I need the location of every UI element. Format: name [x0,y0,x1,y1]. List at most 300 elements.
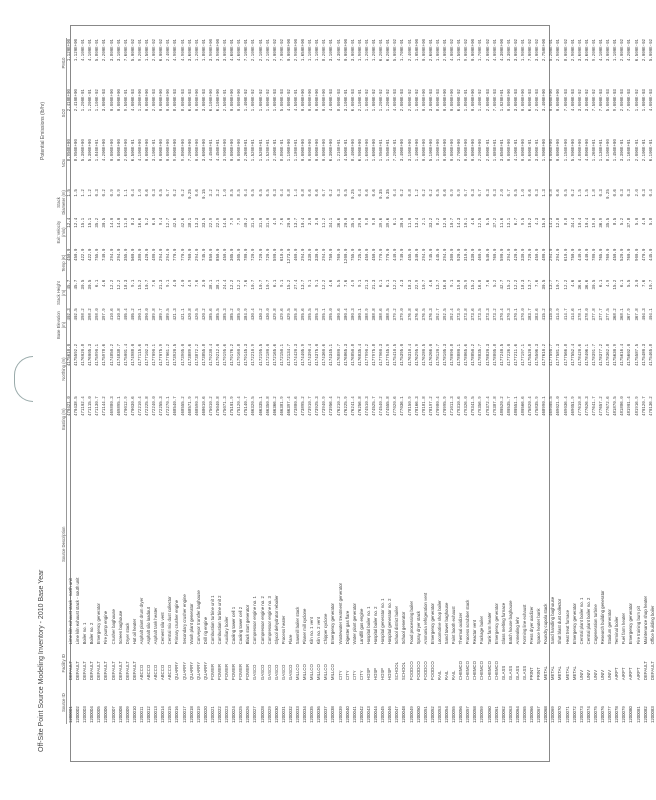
table-cell: 1.020E+01 [500,89,505,112]
table-cell: MILLCO [309,664,315,681]
table-cell: Spray dryer stack [415,610,421,645]
table-cell: SCHOOL [394,661,400,681]
table-cell: 479356.9 [479,396,484,416]
table-cell: Terminal boiler [614,616,620,645]
table-cell: 11.8 [124,217,129,228]
table-cell: 429.6 [280,308,285,321]
table-cell: 477672.6 [607,396,612,416]
table-cell: 468990.1 [543,396,548,416]
table-cell: 1200006 [103,706,109,723]
table-cell: 760.0 [607,248,612,261]
table-cell: 770.0 [380,248,385,261]
table-cell: 1200051 [422,706,428,723]
table-cell: 590.0 [500,248,505,261]
table-cell: 1200081 [635,706,641,723]
table-cell: 466335.1 [259,396,264,416]
table-cell: 11.6 [500,217,505,228]
table-cell: 294.0 [550,248,555,261]
table-cell: Chipper cyclone [323,613,329,645]
table-cell: 475071.3 [224,396,229,416]
table-cell: Kiln no. 2 vent [316,617,322,645]
table-row [627,38,634,724]
table-cell: MILLCO [302,664,308,681]
table-cell: 1.000E-02 [373,89,378,112]
table-cell: Glass melting furnace [500,602,506,645]
table-cell: 414.9 [557,308,562,321]
table-cell: 42.6 [181,217,186,228]
table-cell: PRINT [529,667,535,681]
table-cell: HOSP [373,667,379,681]
table-cell: 2.260E+01 [245,139,250,162]
table-cell: 1.0 [522,189,526,197]
table-cell: 4.0 [181,279,186,288]
table-cell: 4173889.6 [188,343,193,367]
table-row [131,38,138,724]
table-cell: 1200011 [138,706,144,723]
table-cell: 466397.4 [287,396,292,416]
table-cell: 0.000E+00 [302,139,307,162]
table-cell: 4173872.2 [195,343,200,367]
table-cell: 385.5 [216,308,221,321]
table-cell: 420.8 [188,308,193,321]
table-cell: 0.000E+00 [507,89,512,112]
table-cell: 1200014 [160,706,166,723]
table-cell: 4.6 [330,279,335,288]
table-cell: CHEMCO [486,661,492,681]
table-cell: 31.0 [252,217,257,228]
table-cell: 13.7 [529,279,534,290]
table-cell: 3.100E-01 [153,139,158,162]
table-cell: 3.650E+01 [500,139,505,162]
table-cell: 3.300E-01 [621,139,626,162]
running-head: Off-Site Point Source Modeling Inventory - 2010 Base Year [38,569,45,752]
table-cell: 38.1 [216,279,221,290]
table-cell: 1.000E-02 [259,89,264,112]
table-cell: 15.1 [89,217,94,228]
table-cell: 1200063 [507,706,513,723]
table-cell: 4175602.0 [628,343,633,367]
table-cell: 1200025 [238,706,244,723]
table-cell: Wash plant generator [188,603,194,645]
table-cell: GASCO [273,664,279,681]
table-cell: 7.000E-03 [493,89,498,112]
table-cell: 422.0 [82,248,87,261]
table-cell: 414.7 [564,308,569,321]
table-cell: 6.000E-03 [529,89,534,112]
table-cell: 294.0 [323,248,328,261]
table-cell: DEFAULT [75,661,81,681]
table-cell: Landfill gas engine [358,608,364,645]
table-cell: 720.0 [259,248,264,261]
table-cell: 42.6 [174,217,179,228]
table-row [613,38,620,724]
table-cell: 4175520.8 [529,343,534,367]
table-row [358,38,365,724]
table-cell: MILLCO [330,664,336,681]
table-cell: 4173920.5 [174,343,179,367]
table-cell: 13.1 [507,217,512,228]
table-cell: 470030.6 [131,396,136,416]
table-cell: 2.700E+00 [458,139,463,162]
table-cell: 0.000E+00 [344,39,349,62]
table-cell: 410.8 [117,308,122,321]
table-cell: 4174850.2 [110,343,115,367]
table-cell: 4.600E-01 [238,39,243,62]
table-cell: Reactor vent [472,620,478,645]
table-cell: 0.000E+00 [167,89,172,112]
table-cell: 6.1 [96,279,101,288]
table-cell: 474525.7 [373,396,378,416]
table-cell: Paint booth exhaust [451,606,457,645]
table-cell: 479326.0 [465,396,470,416]
table-cell: Planer mill cyclone [302,608,308,645]
table-cell: 1.000E-03 [642,89,647,112]
table-row [166,38,173,724]
table-cell: 0.000E+00 [160,89,165,112]
table-row [287,38,294,724]
table-cell: 1200005 [96,706,102,723]
table-cell: 4177090.1 [153,343,158,367]
table-cell: 4179212.0 [216,343,221,367]
table-cell: 475140.7 [245,396,250,416]
table-cell: 429.5 [287,308,292,321]
table-cell: 36.6 [337,217,342,228]
table-cell: 9.1 [316,279,321,288]
table-cell: 4.300E-01 [337,39,342,62]
table-cell: 18.3 [408,279,413,290]
table-cell: 3.900E+00 [224,139,229,162]
table-cell: 8.000E-03 [174,89,179,112]
table-cell: Crusher baghouse [110,609,116,645]
table-cell: 6.000E-02 [160,39,165,62]
table-cell: 392.5 [443,308,448,321]
table-cell: POWER [245,663,251,681]
table-cell: 473925.3 [316,396,321,416]
table-cell: ABCCO [167,664,173,681]
table-cell: 421.1 [181,308,186,321]
table-cell: 3.800E-01 [536,139,541,162]
table-cell: 9.5 [522,217,526,226]
table-cell: Locomotive shop boiler [436,600,442,645]
table-cell: 476210.2 [337,396,342,416]
table-cell: 1.200E-02 [387,89,392,112]
table-cell: 4.100E+00 [138,139,143,162]
table-row [351,38,358,724]
table-row [642,38,649,724]
table-row [124,38,131,724]
table-cell: 472255.3 [160,396,165,416]
table-cell: Sand tower baghouse [443,602,449,645]
table-cell: 415.2 [543,308,548,321]
table-cell: 1200032 [287,706,293,723]
table-cell: 1200043 [365,706,371,723]
table-cell: 1200019 [195,706,201,723]
table-cell: 1200059 [479,706,485,723]
table-cell: 1200.0 [344,248,349,264]
table-cell: 420.2 [202,308,207,321]
table-cell: 1.520E+01 [266,139,271,162]
table-cell: 3.400E+00 [543,89,548,112]
table-cell: 4178406.1 [585,343,590,367]
table-cell: 770.0 [174,248,179,261]
table-row [209,38,216,724]
table-cell: 478150.9 [408,396,413,416]
table-cell: 0.4 [131,189,136,197]
table-cell: 1200044 [373,706,379,723]
table-cell: 0.000E+00 [323,89,328,112]
table-cell: Hospital generator no. 2 [387,598,393,645]
table-cell: 8.950E+00 [68,139,72,162]
table-cell: 380.0 [138,248,143,261]
table-cell: 12.2 [110,279,115,290]
table-cell: 38.1 [188,217,193,228]
table-cell: Asphalt tank heater [153,607,159,645]
table-cell: UNIV [607,669,613,681]
table-cell: 5.5 [628,279,633,288]
column-header: Temp (K) [48,248,67,279]
table-cell: 1.200E-01 [195,39,200,62]
table-cell: 4177102.3 [146,343,151,367]
table-cell: 30.5 [592,279,597,290]
table-cell: 3.900E+00 [216,39,221,62]
table-cell: 4172165.6 [273,343,278,367]
table-cell: 373.3 [486,308,491,321]
table-cell: MILLCO [323,664,329,681]
table-cell: 4176835.4 [358,343,363,367]
table-cell: 8.000E-03 [436,89,441,112]
table-cell: 4176280.5 [422,343,427,367]
table-cell: 4177595.7 [550,343,555,367]
table-cell: 1.450E+00 [614,139,619,162]
table-cell: 0.000E+00 [160,139,165,162]
table-cell: 20.0 [287,217,292,228]
column-header: SO2 [48,88,67,138]
table-cell: DEFAULT [96,661,102,681]
table-cell: 14.0 [117,217,122,228]
table-cell: 370.4 [500,308,505,321]
table-cell: 12.8 [557,217,562,228]
table-cell: 21.3 [160,279,165,290]
table-cell: 4175410.5 [394,343,399,367]
table-cell: 6.1 [394,217,399,226]
table-cell: 19.8 [592,217,597,228]
table-cell: 1.100E-02 [96,89,101,112]
table-cell: 16.6 [138,217,143,228]
table-cell: SCHOOL [401,661,407,681]
table-cell: 0.4 [280,189,285,197]
table-cell: 13.3 [195,217,200,228]
table-cell: Space heater bank [536,608,542,645]
table-cell: Emergency generator [96,603,102,645]
table-cell: 450.0 [75,248,80,261]
table-cell: 4172134.7 [287,343,292,367]
table-cell: 4178820.3 [486,343,491,367]
table-cell: 1200068 [543,706,549,723]
table-cell: 470980.4 [436,396,441,416]
table-row [223,38,230,724]
table-cell: 1.800E-01 [202,39,207,62]
table-cell: 2.0 [635,189,640,197]
table-cell: 6.300E+00 [330,139,335,162]
table-row [415,38,422,724]
table-cell: 6.1 [387,279,392,288]
table-cell: GASCO [259,664,265,681]
table-cell: 0.4 [245,189,250,197]
table-cell: METAL [571,666,577,681]
table-cell: 0.3 [621,189,626,197]
table-cell: 3.000E-01 [224,39,229,62]
table-cell: Fire pump engine [103,610,109,645]
table-cell: 9.000E-02 [465,39,470,62]
table-cell: 0.000E+00 [302,89,307,112]
table-cell: 36.6 [578,279,583,290]
table-cell: 0.7 [479,189,484,197]
table-cell: 367.9 [628,308,633,321]
table-cell: 404.3 [642,308,647,321]
table-cell: 7.000E-02 [280,39,285,62]
table-cell: 4174345.1 [330,343,335,367]
table-cell: 405.4 [124,308,129,321]
table-cell: Fire training burn pit [635,606,641,645]
table-cell: CITY [344,670,350,681]
table-cell: 4.800E+00 [585,139,590,162]
table-cell: 0.000E+00 [451,89,456,112]
table-cell: 7.6 [280,217,285,226]
table-cell: Heat treat furnace [564,610,570,645]
table-cell: 4176005.3 [89,343,94,367]
table-cell: 4174375.0 [316,343,321,367]
table-cell: 0.8 [287,189,292,197]
table-cell: 14.3 [550,217,555,228]
table-cell: School district boiler [394,605,400,645]
table-cell: 0.5 [160,189,165,197]
table-cell: 1200004 [89,706,95,723]
table-cell: 470.0 [642,248,647,261]
table-cell: 4175395.0 [401,343,406,367]
table-cell: 1.5 [585,189,590,197]
table-cell: 310.0 [465,248,470,261]
table-cell: 8.000E-03 [337,89,342,112]
table-cell: 1200048 [401,706,407,723]
table-cell: Water plant generator [351,603,357,645]
table-cell: 0.2 [401,189,406,197]
table-cell: 770.0 [387,248,392,261]
table-cell: 4172150.1 [280,343,285,367]
table-cell: 405.2 [131,308,136,321]
table-cell: 4176880.7 [337,343,342,367]
table-cell: 7.100E-01 [245,39,250,62]
table-cell: 4175978.6 [103,343,108,367]
table-cell: 3.800E-01 [110,39,115,62]
table-cell: 0.8 [302,189,307,197]
table-cell: 0.9 [117,189,122,197]
table-cell: 2.100E-01 [642,139,647,162]
table-cell: 33.5 [202,217,207,228]
table-cell: 15.2 [287,279,292,290]
table-cell: Combustion turbine unit 1 [209,595,215,645]
table-cell: 3.100E-01 [330,39,335,62]
table-cell: 6.1 [380,279,385,288]
table-row [266,38,273,724]
table-cell: 7.600E-01 [124,39,129,62]
table-cell: 1200066 [529,706,535,723]
table-cell: 1200065 [522,706,527,723]
table-cell: 12.0 [443,217,448,228]
table-cell: 4172210.9 [252,343,257,367]
table-cell: 4.6 [472,217,477,226]
table-cell: 472210.4 [138,396,143,416]
table-cell: 4175990.1 [96,343,101,367]
table-cell: 6.900E+00 [358,139,363,162]
table-row [585,38,592,724]
table-cell: 3.0 [202,279,207,288]
table-cell: 770.0 [181,248,186,261]
table-cell: FOODCO [415,661,421,681]
column-header: Easting (m) [48,395,67,443]
table-cell: 1200050 [415,706,421,723]
table-cell: 7.6 [486,279,491,288]
table-cell: 468590.3 [195,396,200,416]
table-cell: 1200047 [394,706,400,723]
table-cell: 4174405.9 [302,343,307,367]
table-cell: 1.210E+01 [337,139,342,162]
table-cell: 760.0 [188,248,193,261]
table-cell: 1.130E+01 [600,139,605,162]
table-cell: 473895.2 [302,396,307,416]
table-cell: 4177566.8 [564,343,569,367]
table-cell: Maintenance shop heater [642,595,648,645]
table-cell: 0.000E+00 [238,89,243,112]
table-row [400,38,407,724]
table-cell: 15.2 [138,279,143,290]
table-cell: 10.1 [465,217,470,228]
table-cell: 1.100E+00 [287,139,292,162]
table-row [592,38,599,724]
table-cell: 397.9 [103,308,108,321]
table-cell: 2.100E-01 [266,39,271,62]
table-cell: 1.500E-01 [458,39,463,62]
table-cell: 481901.4 [628,396,633,416]
table-cell: 6.200E-01 [387,39,392,62]
table-cell: 0.000E+00 [472,89,477,112]
table-cell: 415.0 [550,308,555,321]
table-cell: 0.000E+00 [522,139,526,162]
table-cell: 780.0 [245,248,250,261]
table-cell: 745.0 [429,248,434,261]
table-row [464,38,471,724]
table-cell: 1.900E+00 [543,139,548,162]
table-row [606,38,613,724]
table-cell: 294.0 [117,248,122,261]
table-cell: 4.3 [536,217,541,226]
table-cell: 7.000E-02 [529,39,534,62]
table-cell: 8.5 [238,189,243,197]
table-cell: 9.200E-01 [592,39,597,62]
table-cell: 6.000E-02 [458,89,463,112]
table-cell: Flare [287,634,293,645]
table-cell: 0.3 [153,189,158,197]
table-row [322,38,329,724]
table-cell: 4.000E-03 [131,89,136,112]
table-cell: 13.7 [295,217,299,228]
table-cell: 1.000E-02 [635,89,640,112]
table-row [379,38,386,724]
table-cell: 9.1 [358,279,363,288]
table-cell: 383.7 [529,308,534,321]
table-cell: 4177197.1 [522,343,526,367]
table-cell: 7.6 [245,279,250,288]
table-cell: 0.000E+00 [550,89,555,112]
